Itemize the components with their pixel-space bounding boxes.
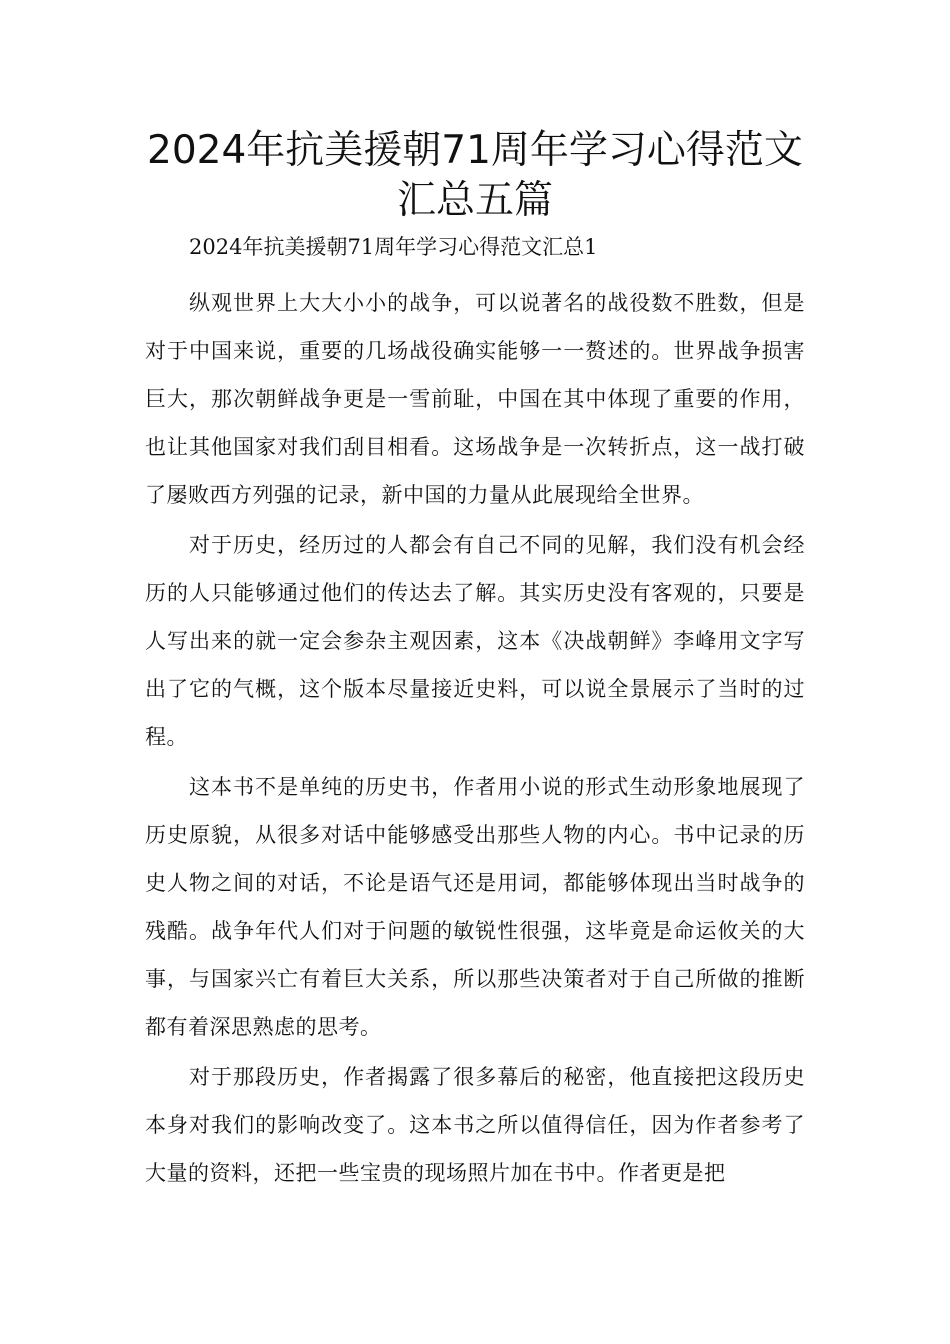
document-page: [145, 126, 805, 1199]
body-paragraph-4: 对于那段历史，作者揭露了很多幕后的秘密，他直接把这段历史本身对我们的影响改变了。这本书之所以值得信任，因为作者参考了大量的资料，还把一些宝贵的现场照片加在书中。作者更是把: [145, 1065, 805, 1185]
document-title-line-1: 2024年抗美援朝71周年学习心得范文: [147, 128, 803, 173]
body-paragraph-2: 对于历史，经历过的人都会有自己不同的见解，我们没有机会经历的人只能够通过他们的传达去了解。其实历史没有客观的，只要是人写出来的就一定会参杂主观因素，这本《决战朝鲜》李峰用文字写出了它的气概，这个版本尽量接近史料，可以说全景展示了当时的过程。: [145, 533, 805, 749]
body-paragraph-3: 这本书不是单纯的历史书，作者用小说的形式生动形象地展现了历史原貌，从很多对话中能够感受出那些人物的内心。书中记录的历史人物之间的对话，不论是语气还是用词，都能够体现出当时战争的残酷。战争年代人们对于问题的敏锐性很强，这毕竟是命运攸关的大事，与国家兴亡有着巨大关系，所以那些决策者对于自己所做的推断都有着深思熟虑的思考。: [145, 775, 805, 1039]
document-title: [145, 126, 805, 226]
section-heading: 2024年抗美援朝71周年学习心得范文汇总1: [189, 235, 598, 259]
body-paragraph-1: 纵观世界上大大小小的战争，可以说著名的战役数不胜数，但是对于中国来说，重要的几场战役确实能够一一赘述的。世界战争损害巨大，那次朝鲜战争更是一雪前耻，中国在其中体现了重要的作用，也让其他国家对我们刮目相看。这场战争是一次转折点，这一战打破了屡败西方列强的记录，新中国的力量从此展现给全世界。: [145, 291, 805, 507]
document-title-line-2: 汇总五篇: [396, 178, 553, 223]
